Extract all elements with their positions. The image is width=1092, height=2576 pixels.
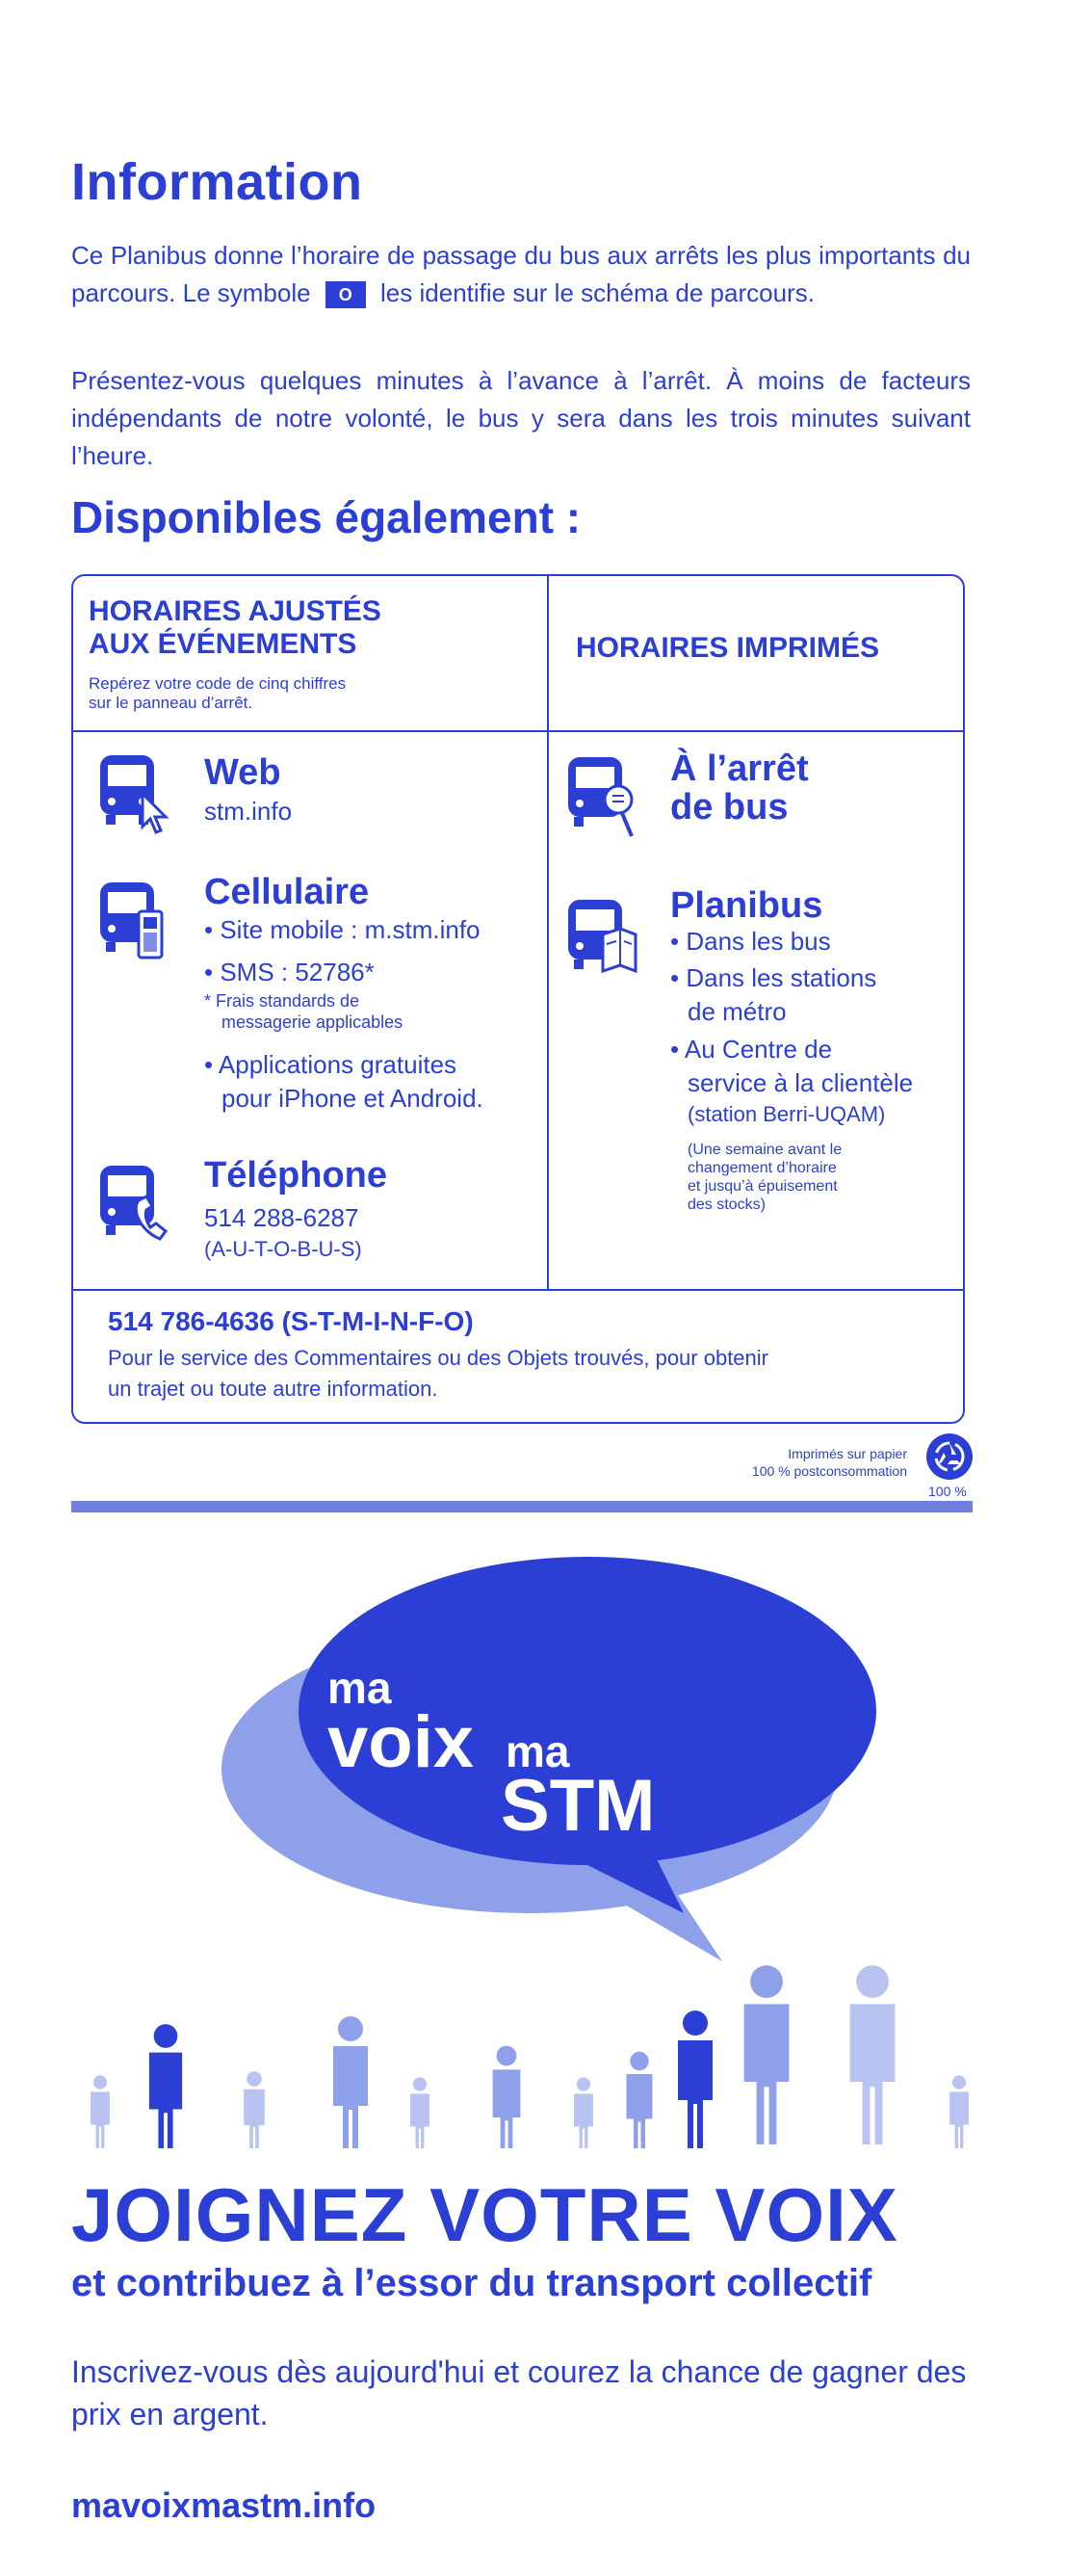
info-phone[interactable]: 514 786-4636 (S-T-M-I-N-F-O): [108, 1306, 474, 1336]
planibus-centre-line3: (station Berri-UQAM): [688, 1102, 886, 1126]
planibus-metro-line1: • Dans les stations: [670, 963, 877, 992]
cell-note-line2: messagerie applicables: [221, 1012, 403, 1032]
recycle-percent: 100 %: [928, 1484, 967, 1499]
col1-subtext-line1: Repérez votre code de cinq chiffres: [89, 674, 347, 693]
planibus-bullet-bus: • Dans les bus: [670, 927, 831, 956]
arret-title-line1: À l’arrêt: [670, 749, 809, 789]
col1-heading-line2: AUX ÉVÉNEMENTS: [89, 628, 357, 660]
tel-title: Téléphone: [204, 1155, 388, 1196]
planibus-note-line3: et jusqu’à épuisement: [688, 1178, 838, 1195]
web-title: Web: [204, 752, 281, 793]
col1-subtext: [89, 674, 435, 713]
bus-web-icon: [96, 751, 171, 838]
bubble-ma-2: ma: [506, 1726, 570, 1776]
cell-bullet-sms: • SMS : 52786*: [204, 958, 375, 986]
info-heading: Information: [71, 153, 363, 211]
cell-title: Cellulaire: [204, 872, 370, 912]
arret-title-line2: de bus: [670, 787, 789, 828]
speech-bubbles-logo: [183, 1547, 934, 1971]
planibus-note-line2: changement d’horaire: [688, 1160, 837, 1176]
promo-invite: Inscrivez-vous dès aujourd'hui et courez la chance de gagner des prix en argent.: [71, 2354, 967, 2431]
planibus-centre-line2: service à la clientèle: [688, 1068, 914, 1097]
planibus-note: [688, 1141, 842, 1214]
info-p1-before: Ce Planibus donne l’horaire de passage du bus aux arrêts les plus importants du parcours. Le symbole: [71, 241, 971, 307]
bus-phone-icon: [96, 1162, 171, 1249]
recycle-line1: Imprimés sur papier: [788, 1446, 907, 1461]
bus-planibus-icon: [564, 896, 639, 983]
bubble-stm: STM: [501, 1765, 656, 1847]
cell-apps-line1: • Applications gratuites: [204, 1050, 457, 1079]
box-divider-bottom: [71, 1289, 965, 1291]
cell-note: [204, 990, 403, 1033]
box-divider-top: [71, 730, 965, 732]
stop-symbol-icon: O: [325, 281, 366, 308]
promo-title: JOIGNEZ VOTRE VOIX: [71, 2172, 898, 2257]
col1-subtext-line2: sur le panneau d’arrêt.: [89, 694, 253, 712]
col1-heading-line1: HORAIRES AJUSTÉS: [89, 595, 381, 627]
dispo-heading: Disponibles également :: [71, 492, 582, 542]
recycle-line2: 100 % postconsommation: [751, 1463, 907, 1479]
box-divider-vertical: [547, 574, 549, 1291]
col2-heading: HORAIRES IMPRIMÉS: [576, 632, 880, 664]
info-phone-description: [108, 1343, 936, 1405]
bus-stop-icon: [564, 753, 639, 840]
cell-bullet-apps: [204, 1048, 483, 1116]
cell-note-line1: * Frais standards de: [204, 991, 360, 1011]
planibus-note-line1: (Une semaine avant le: [688, 1142, 843, 1158]
tel-number[interactable]: 514 288-6287: [204, 1203, 359, 1232]
col1-heading: [89, 595, 381, 661]
planibus-centre-line1: • Au Centre de: [670, 1035, 833, 1064]
planibus-bullet-metro: [670, 961, 876, 1029]
info-p1-after: les identifie sur le schéma de parcours.: [380, 278, 815, 307]
info-paragraph-1: [71, 237, 971, 312]
tel-letters: (A-U-T-O-B-U-S): [204, 1237, 362, 1261]
info-paragraph-2: Présentez-vous quelques minutes à l’avance à l’arrêt. À moins de facteurs indépendants de notre volonté, le bus y sera dans les trois minutes suivant l’heure.: [71, 366, 971, 470]
footer-line1: Pour le service des Commentaires ou des Objets trouvés, pour obtenir: [108, 1346, 768, 1370]
web-link[interactable]: stm.info: [204, 797, 293, 826]
recycle-text: [693, 1445, 907, 1480]
planibus-note-line4: des stocks): [688, 1196, 766, 1213]
arret-title: [670, 749, 809, 827]
cell-apps-line2: pour iPhone et Android.: [221, 1084, 483, 1113]
promo-url-link[interactable]: mavoixmastm.info: [71, 2485, 377, 2525]
promo-subtitle: et contribuez à l’essor du transport collectif: [71, 2262, 872, 2304]
recycle-icon: [924, 1432, 975, 1482]
planibus-metro-line2: de métro: [688, 997, 787, 1026]
planibus-bullet-centre: [670, 1033, 913, 1129]
footer-line2: un trajet ou toute autre information.: [108, 1377, 438, 1401]
bubble-ma-1: ma: [327, 1663, 392, 1713]
section-divider: [71, 1501, 973, 1512]
bubble-voix: voix: [327, 1701, 475, 1783]
cell-bullet-mobile: • Site mobile : m.stm.info: [204, 915, 481, 944]
bus-mobile-icon: [96, 879, 171, 965]
people-illustration: [83, 1956, 978, 2148]
planibus-title: Planibus: [670, 885, 823, 926]
